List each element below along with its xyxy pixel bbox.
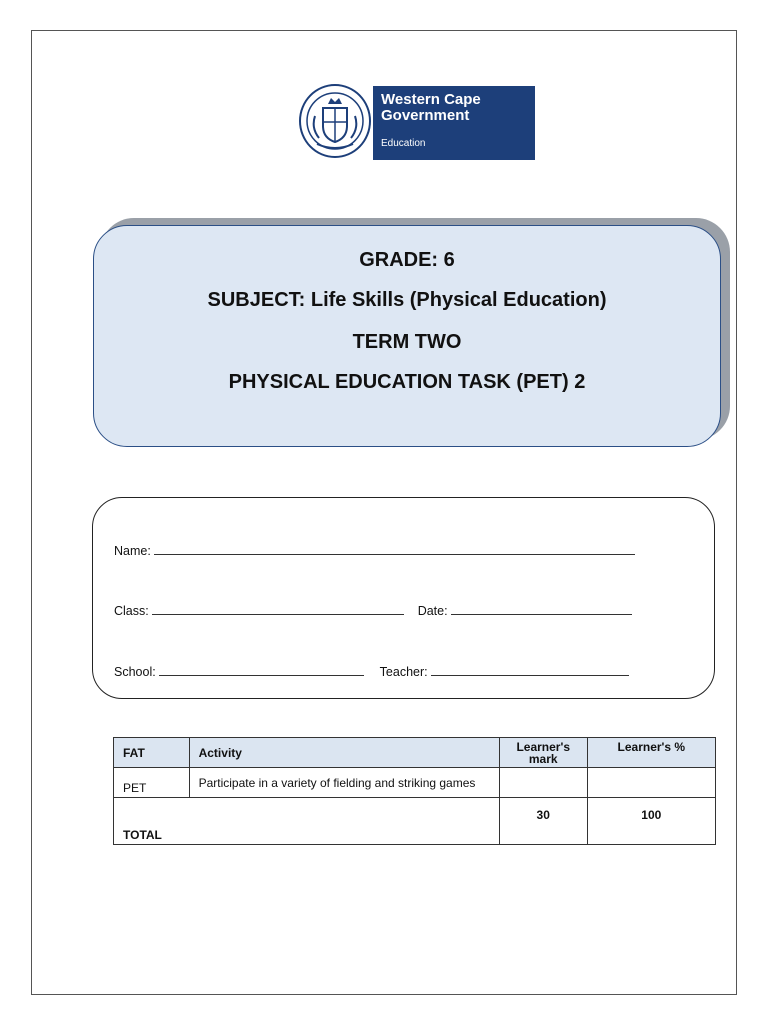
logo-title-line2: Government bbox=[381, 107, 470, 124]
class-label: Class: bbox=[114, 604, 149, 618]
total-mark: 30 bbox=[499, 798, 587, 845]
header-learner-mark: Learner's mark bbox=[499, 738, 587, 768]
header-activity: Activity bbox=[189, 738, 499, 768]
subject-heading: SUBJECT: Life Skills (Physical Education) bbox=[207, 289, 607, 311]
header-fat: FAT bbox=[114, 738, 190, 768]
title-box bbox=[93, 225, 721, 447]
header-learner-percent: Learner's % bbox=[587, 738, 715, 768]
row-activity: Participate in a variety of fielding and striking games bbox=[189, 768, 499, 798]
logo-title-line1: Western Cape bbox=[381, 91, 481, 108]
school-input-line[interactable] bbox=[159, 664, 364, 676]
table-row bbox=[114, 768, 716, 798]
row-percent[interactable] bbox=[587, 768, 715, 798]
date-input-line[interactable] bbox=[451, 603, 632, 615]
school-teacher-row bbox=[114, 664, 629, 679]
row-mark[interactable] bbox=[499, 768, 587, 798]
name-input-line[interactable] bbox=[154, 543, 635, 555]
task-heading: PHYSICAL EDUCATION TASK (PET) 2 bbox=[228, 371, 586, 393]
name-field-row bbox=[114, 543, 635, 558]
table-total-row bbox=[114, 798, 716, 845]
name-label: Name: bbox=[114, 544, 151, 558]
school-label: School: bbox=[114, 665, 156, 679]
grade-heading: GRADE: 6 bbox=[359, 249, 455, 271]
total-label: TOTAL bbox=[114, 798, 500, 845]
class-input-line[interactable] bbox=[152, 603, 404, 615]
teacher-label: Teacher: bbox=[379, 665, 428, 679]
date-label: Date: bbox=[417, 604, 448, 618]
logo-department: Education bbox=[381, 138, 426, 149]
total-percent: 100 bbox=[587, 798, 715, 845]
table-header-row bbox=[114, 738, 716, 768]
coat-of-arms-crest bbox=[299, 84, 371, 158]
western-cape-government-logo bbox=[299, 84, 535, 160]
teacher-input-line[interactable] bbox=[431, 664, 629, 676]
class-date-row bbox=[114, 603, 632, 618]
logo-wordmark-panel bbox=[373, 86, 535, 160]
assessment-table bbox=[113, 737, 716, 845]
term-heading: TERM TWO bbox=[352, 331, 462, 353]
row-fat: PET bbox=[114, 768, 190, 798]
